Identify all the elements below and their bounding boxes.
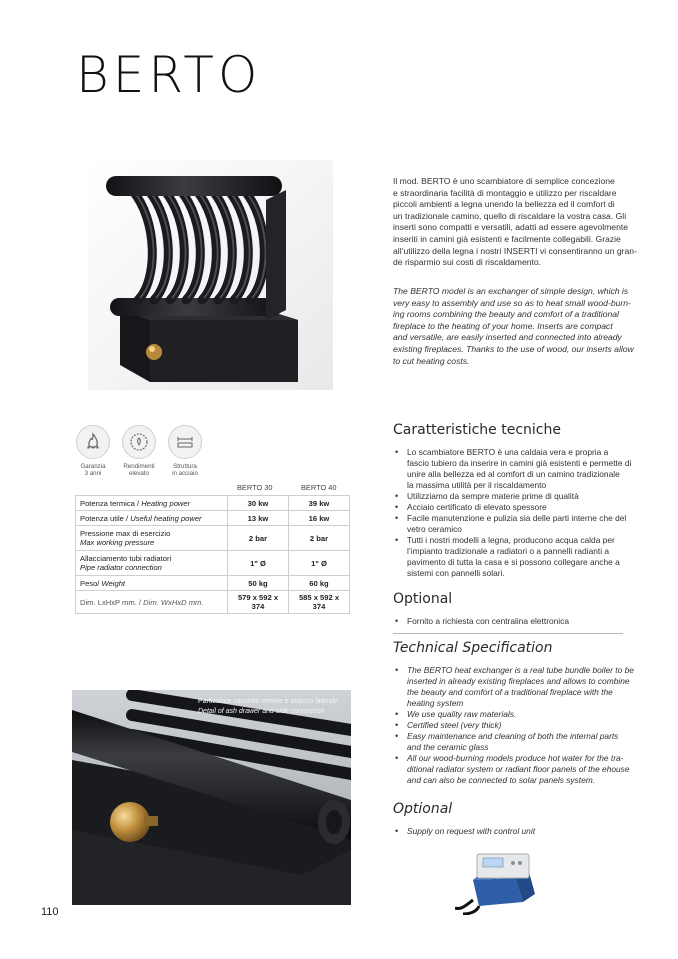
heading-optional-en: Optional <box>393 801 453 817</box>
list-item: • Supply on request with control unit <box>393 826 535 837</box>
list-item: • We use quality raw materials. <box>393 709 634 720</box>
control-unit-photo <box>455 850 545 915</box>
technical-spec-list <box>393 665 634 786</box>
list-item: • Tutti i nostri modelli a legna, producono acqua calda per l’impianto tradizionale a radiatori o a pannelli radianti a pavimento di tutta la casa e si possono collegare anche a sistemi con pannelli solari. <box>393 535 631 579</box>
optional-en-list <box>393 826 535 837</box>
spec-table <box>75 495 350 614</box>
table-row: Potenza utile / Useful heating power 13 kw 16 kw <box>76 511 350 526</box>
list-item: • Easy maintenance and cleaning of both the internal parts and the ceramic glass <box>393 731 634 753</box>
feature-steel: Struttura in acciaio <box>164 425 206 477</box>
detail-caption: Particolare cassetto cenere e attacco laterale Detail of ash drawer and side connection <box>198 698 339 715</box>
list-item: • All our wood-burning models produce hot water for the tra- ditional radiator system or radiant floor panels of the ehouse and can also be connected to solar panels system. <box>393 753 634 786</box>
list-item: • Facile manutenzione e pulizia sia delle parti interne che del vetro ceramico <box>393 513 631 535</box>
table-row: Pressione max di esercizio Max working pressure 2 bar 2 bar <box>76 526 350 551</box>
heading-technical-spec: Technical Specification <box>393 640 553 656</box>
column-header-berto-30: BERTO 30 <box>237 483 273 492</box>
page-title: BERTO <box>76 46 262 104</box>
divider <box>393 633 623 634</box>
list-item: • Fornito a richiesta con centralina elettronica <box>393 616 569 627</box>
table-row: Allacciamento tubi radiatori Pipe radiator connection 1" Ø 1" Ø <box>76 551 350 576</box>
list-item: • The BERTO heat exchanger is a real tube bundle boiler to be inserted in already existing fireplaces and allows to combine the beauty and comfort of a traditional fireplace with the heating system <box>393 665 634 709</box>
heading-caratteristiche: Caratteristiche tecniche <box>393 422 561 438</box>
table-row: Peso/ Weight 50 kg 60 kg <box>76 576 350 591</box>
column-header-berto-40: BERTO 40 <box>301 483 337 492</box>
list-item: • Lo scambiatore BERTO è una caldaia vera e propria a fascio tubiero da inserire in camini già esistenti e permette di unire alla bellezza ed al comfort di un camino tradizionale la massima utilità per il riscaldamento <box>393 447 631 491</box>
dimension-icon <box>175 432 195 452</box>
detail-photo <box>72 690 351 905</box>
caratteristiche-list <box>393 447 631 579</box>
optional-it-list <box>393 616 569 627</box>
page-number: 110 <box>41 906 59 918</box>
intro-italian: Il mod. BERTO è uno scambiatore di semplice concezione e straordinaria facilità di montaggio e utilizzo per riscaldare piccoli ambienti a legna unendo la bellezza ed il comfort di un tradizionale camino, quello di riscaldare la vostra casa. Gli inserti sono compatti e versatili, adatti ad essere agevolmente inseriti in camini già esistenti e facilmente collegabili. Grazie all’utilizzo della legna i nostri INSERTI vi consentiranno un gran- de risparmio sui costi di riscaldamento. <box>393 176 637 268</box>
heading-optional-it: Optional <box>393 591 453 607</box>
feature-efficiency: Rendimenti elevato <box>118 425 160 477</box>
gauge-icon <box>129 432 149 452</box>
list-item: • Acciaio certificato di elevato spessore <box>393 502 631 513</box>
intro-english: The BERTO model is an exchanger of simple design, which is very easy to assembly and use so as to heat small wood-burn- ing rooms combining the beauty and comfort of a traditional fireplace to the heating of your home. Inserts are compact and versatile, are easily inserted and connected into already existing fireplaces. Thanks to the use of wood, our inserts allow to cut heating costs. <box>393 286 634 366</box>
feature-warranty: ★★★ Garanzia 3 anni <box>72 425 114 477</box>
warranty-badge: ★★★ <box>86 445 100 451</box>
table-row: Potenza termica / Heating power 30 kw 39 kw <box>76 496 350 511</box>
product-photo <box>88 160 333 390</box>
list-item: • Utilizziamo da sempre materie prime di qualità <box>393 491 631 502</box>
list-item: • Certified steel (very thick) <box>393 720 634 731</box>
table-row: Dim. LxHxP mm. / Dim. WxHxD mm. 579 x 592 x 374 585 x 592 x 374 <box>76 591 350 614</box>
